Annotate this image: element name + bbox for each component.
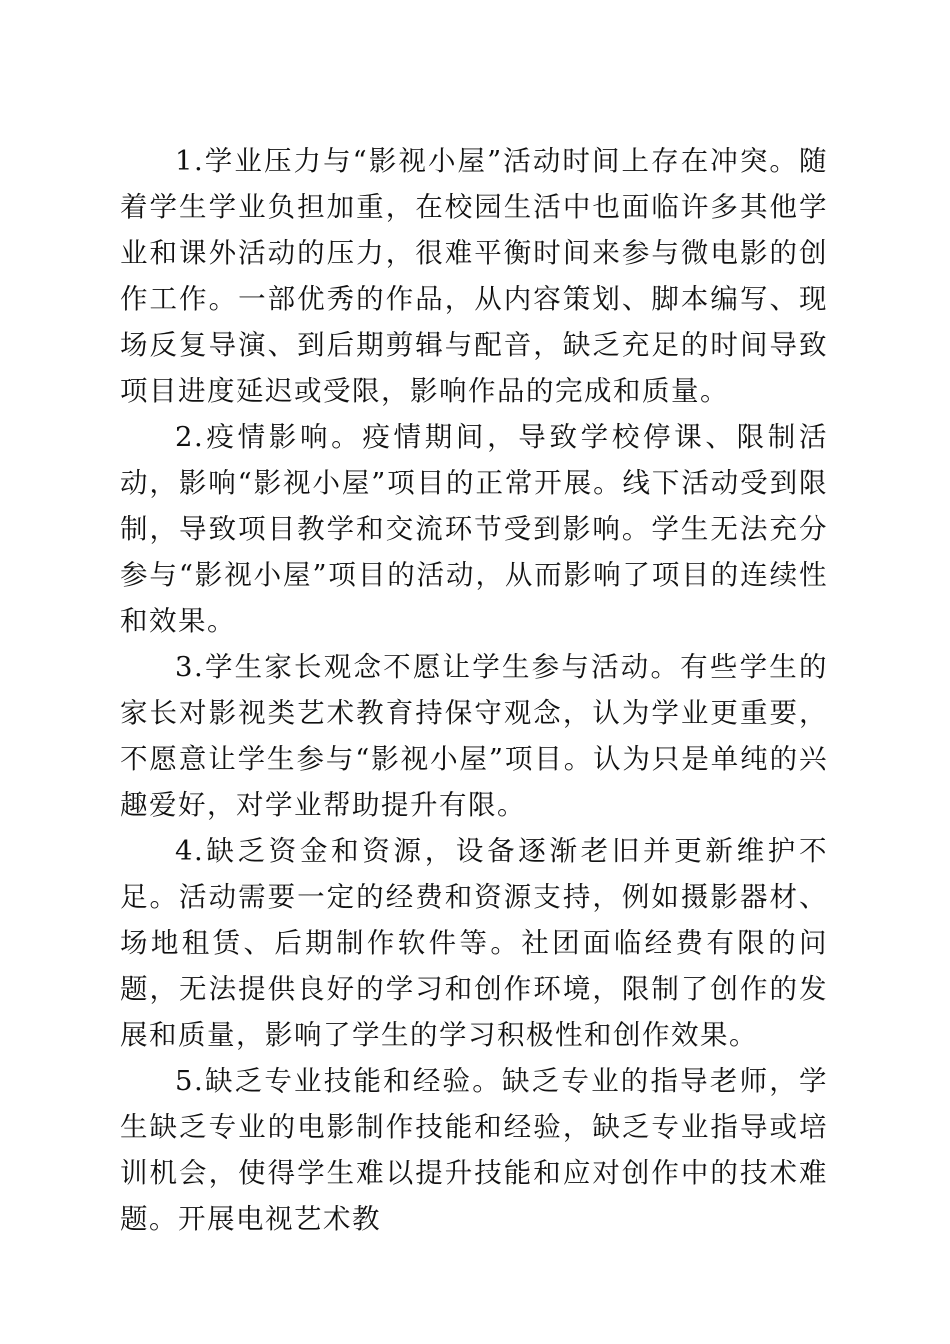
paragraph-3: 3.学生家长观念不愿让学生参与活动。有些学生的家长对影视类艺术教育持保守观念，认为学业更重要，不愿意让学生参与“影视小屋”项目。认为只是单纯的兴趣爱好，对学业帮助提升有限。 [120,651,828,821]
paragraph-1: 1.学业压力与“影视小屋”活动时间上存在冲突。随着学生学业负担加重，在校园生活中也面临许多其他学业和课外活动的压力，很难平衡时间来参与微电影的创作工作。一部优秀的作品，从内容策划、脚本编写、现场反复导演、到后期剪辑与配音，缺乏充足的时间导致项目进度延迟或受限，影响作品的完成和质量。 [120,145,828,407]
paragraph-4: 4.缺乏资金和资源，设备逐渐老旧并更新维护不足。活动需要一定的经费和资源支持，例如摄影器材、场地租赁、后期制作软件等。社团面临经费有限的问题，无法提供良好的学习和创作环境，限制了创作的发展和质量，影响了学生的学习积极性和创作效果。 [120,835,828,1051]
document-page [120,138,828,1242]
paragraph-2: 2.疫情影响。疫情期间，导致学校停课、限制活动，影响“影视小屋”项目的正常开展。线下活动受到限制，导致项目教学和交流环节受到影响。学生无法充分参与“影视小屋”项目的活动，从而影响了项目的连续性和效果。 [120,421,828,637]
paragraph-5: 5.缺乏专业技能和经验。缺乏专业的指导老师，学生缺乏专业的电影制作技能和经验，缺乏专业指导或培训机会，使得学生难以提升技能和应对创作中的技术难题。开展电视艺术教 [120,1065,828,1235]
